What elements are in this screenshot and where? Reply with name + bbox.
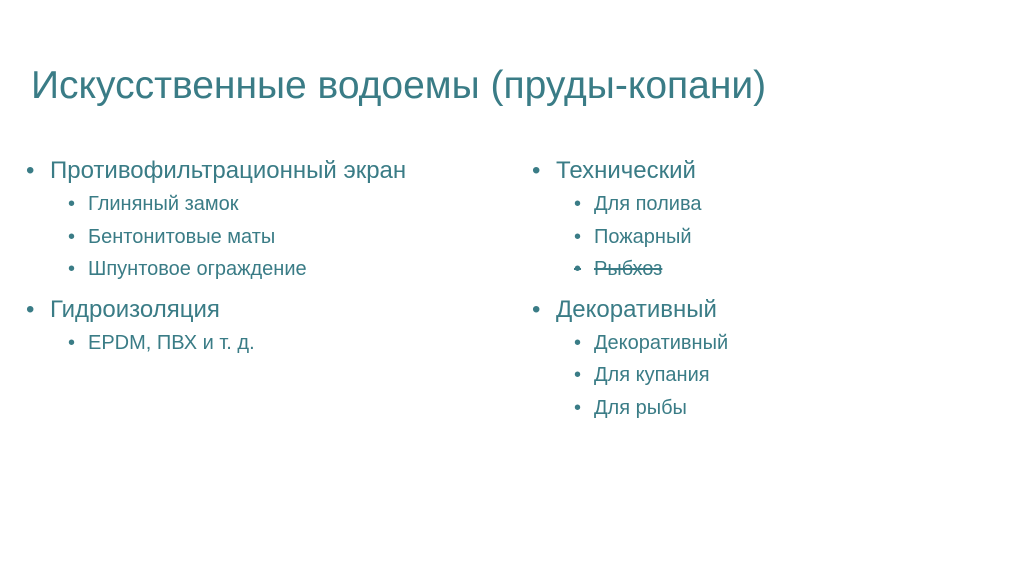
sub-bullet-item-struck [574,253,1002,286]
sub-bullet-label: Для полива [594,193,702,215]
sub-bullet-label: Рыбхоз [594,258,663,280]
sub-bullet-item [574,188,1002,221]
sub-bullet-list [26,327,496,360]
bullet-icon: • [26,157,35,184]
sub-bullet-label: Шпунтовое ограждение [88,258,307,280]
bullet-label: Технический [556,157,696,184]
bullet-list-right [532,154,1002,424]
bullet-label: Декоративный [556,295,717,323]
sub-bullet-label: Для рыбы [594,396,687,419]
sub-bullet-item [68,253,496,286]
bullet-label: Гидроизоляция [50,295,220,323]
sub-bullet-label: EPDM, ПВХ и т. д. [88,331,255,354]
sub-bullet-item [574,221,1002,254]
bullet-icon: • [26,295,35,323]
sub-bullet-label: Для купания [594,364,710,386]
bullet-list-left [26,154,496,359]
bullet-item-anti-filtration-screen [26,154,496,286]
bullet-icon: • [68,331,76,354]
bullet-icon: • [68,193,76,215]
left-column [26,154,496,366]
bullet-icon: • [574,396,582,419]
slide-title: Искусственные водоемы (пруды-копани) [31,64,767,107]
sub-bullet-label: Глиняный замок [88,193,239,215]
bullet-item-decorative [532,293,1002,425]
bullet-icon: • [574,331,582,354]
bullet-item-technical [532,154,1002,286]
sub-bullet-label: Пожарный [594,225,692,248]
sub-bullet-label: Бентонитовые маты [88,225,276,248]
sub-bullet-item [68,327,496,360]
bullet-icon: • [574,258,582,280]
sub-bullet-item [68,188,496,221]
right-column [532,154,1002,431]
sub-bullet-item [574,359,1002,392]
bullet-icon: • [574,225,582,248]
sub-bullet-item [68,221,496,254]
sub-bullet-item [574,392,1002,425]
bullet-icon: • [574,364,582,386]
bullet-icon: • [68,258,76,280]
bullet-icon: • [532,295,541,323]
sub-bullet-list [532,188,1002,286]
sub-bullet-list [26,188,496,286]
bullet-item-waterproofing [26,293,496,360]
bullet-icon: • [574,193,582,215]
bullet-label: Противофильтрационный экран [50,157,407,184]
sub-bullet-list [532,327,1002,425]
bullet-icon: • [68,225,76,248]
bullet-icon: • [532,157,541,184]
sub-bullet-item [574,327,1002,360]
sub-bullet-label: Декоративный [594,331,729,354]
